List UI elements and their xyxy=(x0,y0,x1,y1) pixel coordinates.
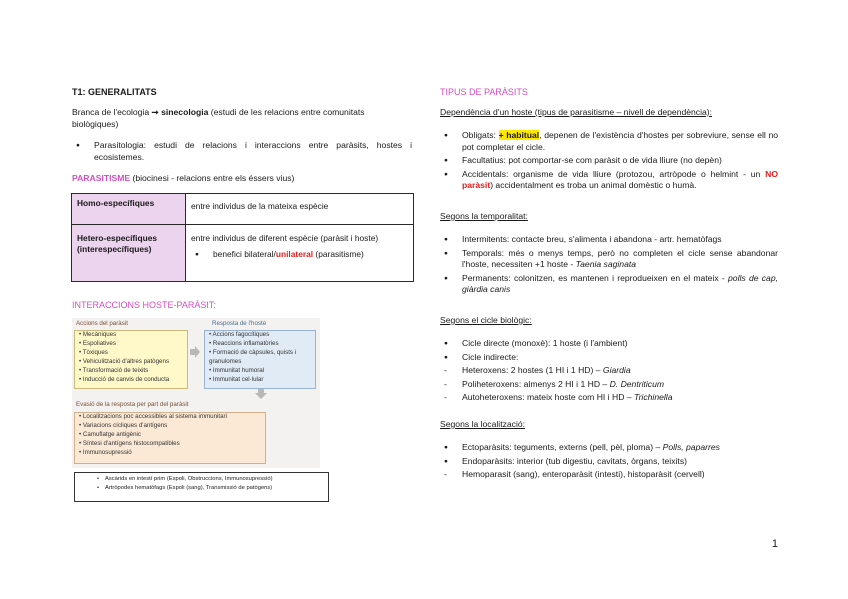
arrow-right-icon xyxy=(190,346,200,358)
table-value: entre individus de diferent espècie (paràsit i hoste) ● benefici bilateral/unilateral (parasitisme) xyxy=(186,225,414,282)
list-item: • Artròpodes hematòfags (Espoli (sang), Transmissió de patògens) xyxy=(75,484,328,493)
temporality-heading: Segons la temporalitat: xyxy=(440,211,528,221)
list-item: • Mecàniques xyxy=(79,331,187,340)
dependence-list xyxy=(440,130,778,194)
table-row xyxy=(72,194,414,225)
list-item: - Autoheteroxens: mateix hoste com HI i HD – Trichinella xyxy=(440,392,778,404)
list-item: ● Cicle directe (monoxè): 1 hoste (i l'ambient) xyxy=(440,338,778,350)
list-item: • Camuflatge antigènic xyxy=(79,431,265,440)
list-item: ● Obligats: + habitual, depenen de l'existència d'hostes per sobreviure, sense ell no pot completar el cicle. xyxy=(440,130,778,153)
list-item: • Formació de càpsules, quists i granulomes xyxy=(209,349,315,367)
list-item: ● Facultatius: pot comportar-se com paràsit o de vida lliure (no depèn) xyxy=(440,155,778,167)
table-key: Homo-específiques xyxy=(72,194,186,225)
list-item: • Immunosupressió xyxy=(79,449,265,458)
localization-heading: Segons la localització: xyxy=(440,419,526,429)
parasitisme-line: PARASITISME (biocinesi - relacions entre els éssers vius) xyxy=(72,173,295,183)
list-item: • Accions fagocítiques xyxy=(209,331,315,340)
list-item: - Hemoparasit (sang), enteroparàsit (intesti), histoparàsit (cervell) xyxy=(440,469,778,481)
list-item: • Immunitat cel·lular xyxy=(209,376,315,385)
parasitologia-item: ● Parasitologia: estudi de relacions i interaccions entre paràsits, hostes i ecosistemes. xyxy=(72,140,412,163)
temporality-list xyxy=(440,234,778,298)
dependence-heading: Dependència d'un hoste (tipus de parasitisme – nivell de dependència): xyxy=(440,107,713,117)
arrow-down-icon xyxy=(255,389,267,399)
intro-paragraph: Branca de l'ecologia ➞ sinecologia (estudi de les relacions entre comunitats biològiques) xyxy=(72,107,365,129)
list-item: • Vehiculització d'altres patògens xyxy=(79,358,187,367)
list-item: • Immunitat humoral xyxy=(209,367,315,376)
page-number: 1 xyxy=(771,538,778,550)
list-item: ● Intermitents: contacte breu, s'alimenta i abandona - artr. hematòfags xyxy=(440,234,778,246)
list-item: • Inducció de canvis de conducta xyxy=(79,376,187,385)
parasite-types-title: TIPUS DE PARÀSITS xyxy=(440,87,528,97)
table-row xyxy=(72,225,414,282)
examples-box xyxy=(74,472,329,502)
parasite-actions-list xyxy=(75,331,187,385)
list-item: • Reaccions inflamatòries xyxy=(209,340,315,349)
parasitism-table xyxy=(71,193,414,282)
arrow-icon: ➞ xyxy=(151,107,159,117)
list-item: - Poliheteroxens: almenys 2 HI i 1 HD – D. Dentriticum xyxy=(440,379,778,391)
life-cycle-heading: Segons el cicle biològic: xyxy=(440,315,532,325)
list-item: • Variacions cícliques d'antígens xyxy=(79,422,265,431)
list-item: - Heteroxens: 2 hostes (1 HI i 1 HD) – Giardia xyxy=(440,365,778,377)
host-response-list xyxy=(205,331,315,385)
list-item: ● Temporals: més o menys temps, però no completen el cicle sense abandonar l'hoste, necessiten +1 hoste - Taenia saginata xyxy=(440,248,778,271)
evasion-title: Evasió de la resposta per part del paràsit xyxy=(76,401,189,408)
table-bullet-list xyxy=(191,249,408,260)
list-item: • Transformació de teixits xyxy=(79,367,187,376)
list-item: ● Cicle indirecte: xyxy=(440,352,778,364)
parasite-actions-title: Accions del paràsit xyxy=(76,320,128,327)
evasion-list xyxy=(75,413,265,458)
list-item: • Espoliatives xyxy=(79,340,187,349)
list-item: ● Endoparàsits: interior (tub digestiu, cavitats, òrgans, teixits) xyxy=(440,456,778,468)
list-item: ● Permanents: colonitzen, es mantenen i reprodueixen en el mateix - polls de cap, giàrdia canis xyxy=(440,273,778,296)
evasion-box xyxy=(74,412,266,464)
interactions-title: INTERACCIONS HOSTE-PARÀSIT: xyxy=(72,300,216,310)
host-response-title: Resposta de l'hoste xyxy=(212,320,267,327)
parasitologia-list xyxy=(72,140,412,165)
list-item: • Síntesi d'antígens histocompatibles xyxy=(79,440,265,449)
list-item: • Tòxiques xyxy=(79,349,187,358)
life-cycle-list xyxy=(440,338,778,406)
list-item: • Ascàrids en intestí prim (Espoli, Obstruccions, Immunosupressió) xyxy=(75,475,328,484)
host-response-box xyxy=(204,330,316,389)
list-item: • Localitzacions poc accessibles al sistema immunitari xyxy=(79,413,265,422)
table-bullet: ● benefici bilateral/unilateral (parasitisme) xyxy=(191,249,408,260)
table-value: entre individus de la mateixa espècie xyxy=(186,194,414,225)
list-item: ● Accidentals: organisme de vida lliure (protozou, artròpode o helmint - un NO paràsit) accidentalment es troba un animal domèstic o humà. xyxy=(440,169,778,192)
page-title: T1: GENERALITATS xyxy=(72,87,157,97)
parasite-actions-box xyxy=(74,330,188,389)
table-key: Hetero-específiques (interespecífiques) xyxy=(72,225,186,282)
list-item: ● Ectoparàsits: teguments, externs (pell, pèl, ploma) – Polls, paparres xyxy=(440,442,778,454)
localization-list xyxy=(440,442,778,483)
